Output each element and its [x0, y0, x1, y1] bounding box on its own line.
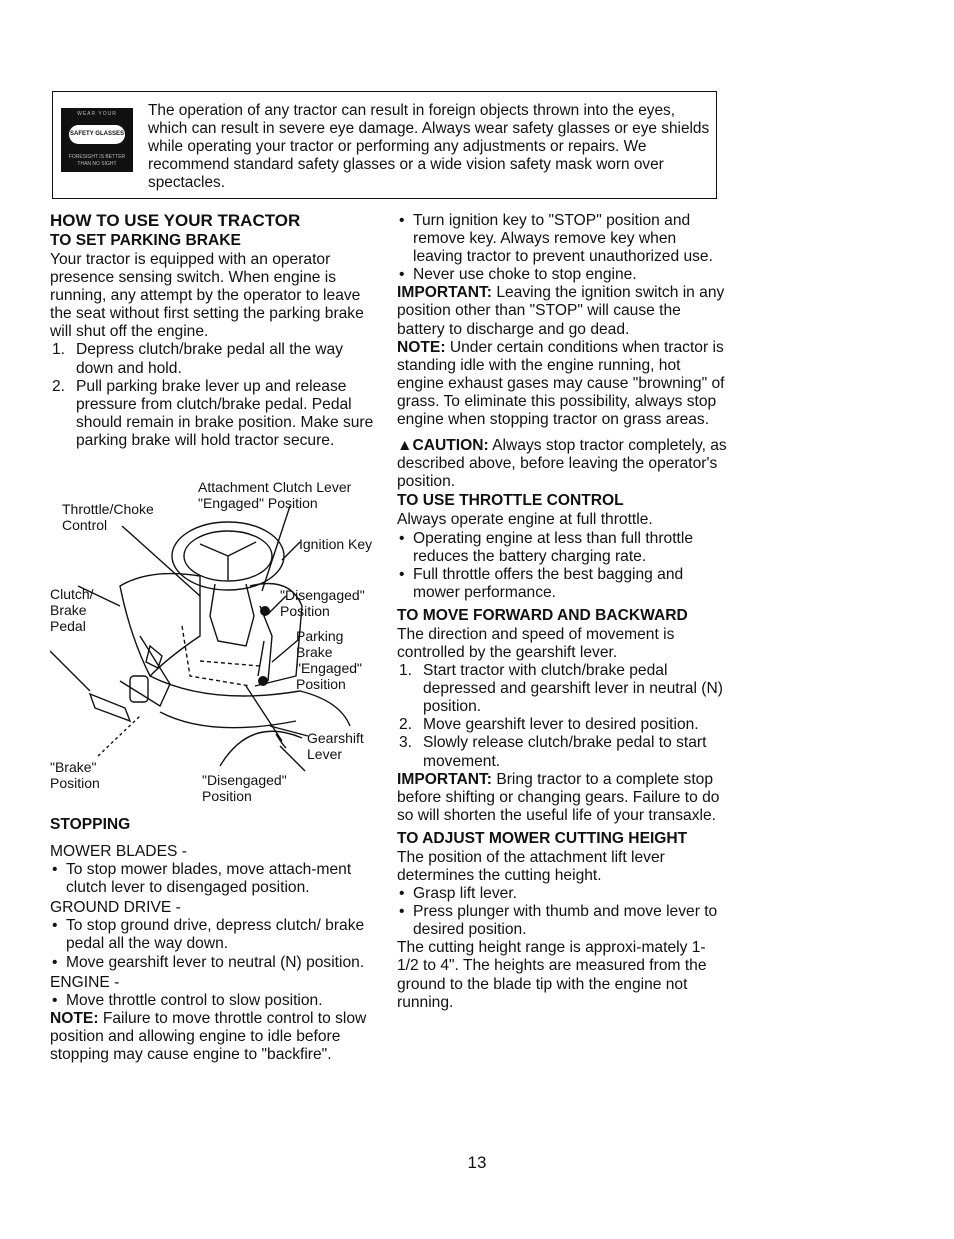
step-text: Pull parking brake lever up and release pressure from clutch/brake pedal. Pedal should remain in brake position. Make sure parking brake will hold tractor secure.: [76, 377, 374, 449]
important-label: IMPORTANT:: [397, 770, 492, 788]
brake-handle: [90, 694, 130, 721]
label-clutch-brake: Clutch/ Brake Pedal: [50, 586, 94, 634]
parking-step: [50, 378, 380, 450]
move-intro: The direction and speed of movement is controlled by the gearshift lever.: [397, 625, 675, 661]
label-gearshift: Gearshift Lever: [307, 730, 364, 762]
bullet-text: Operating engine at less than full throttle reduces the battery charging rate.: [413, 529, 693, 565]
leader-pedal: [50, 651, 90, 691]
bullet-text: Never use choke to stop engine.: [413, 266, 637, 284]
icon-top-text: WEAR YOUR: [77, 111, 117, 117]
step-text: Slowly release clutch/brake pedal to start movement.: [423, 734, 707, 770]
caution: [397, 437, 727, 491]
warning-text: The operation of any tractor can result in foreign objects thrown into the eyes, which can result in severe eye damage. Always wear safety glasses or eye shields while operating your tractor or performing any adjustments or repairs. We recommend standard safety glasses or a wide vision safety mask worn over spectacles.: [148, 102, 710, 191]
icon-bottom-line-1: FORESIGHT IS BETTER: [68, 154, 126, 160]
step-number: 1.: [52, 341, 66, 359]
clutch-pedal: [120, 636, 170, 706]
move-step: [397, 734, 727, 770]
bullet-item: • Turn ignition key to "STOP" position and remove key. Always remove key when leaving tractor to prevent unauthorized use.: [399, 212, 713, 266]
bullet-text: Move gearshift lever to neutral (N) position.: [66, 953, 365, 971]
lever-knob: [260, 606, 270, 616]
label-brake-position: "Brake" Position: [50, 759, 100, 791]
caution-text: Always stop tractor completely, as described above, before leaving the operator's position.: [397, 437, 727, 491]
note-text: Under certain conditions when tractor is standing idle with the engine running, hot engine exhaust gases may cause "browning" of grass. To eliminate this possibility, always stop engine when stopping tractor on grass areas.: [397, 338, 725, 429]
icon-label: SAFETY GLASSES: [70, 131, 124, 137]
leader-disengaged2: [280, 746, 305, 771]
bullet-item: • Never use choke to stop engine.: [399, 266, 637, 284]
note-text: Failure to move throttle control to slow position and allowing engine to idle before stopping may cause engine to "backfire".: [50, 1009, 367, 1064]
move-step: [397, 716, 727, 734]
bullet-item: • Move throttle control to slow position.: [52, 991, 323, 1009]
important-ignition: [397, 284, 727, 338]
caution-label: CAUTION:: [412, 437, 489, 455]
cutting-heading: TO ADJUST MOWER CUTTING HEIGHT: [397, 829, 688, 847]
bullet-text: Full throttle offers the best bagging and mower performance.: [413, 565, 684, 601]
bullet-item: • Grasp lift lever.: [399, 885, 517, 903]
step-number: 1.: [399, 662, 413, 680]
cutting-intro: The position of the attachment lift lever determines the cutting height.: [397, 848, 665, 884]
gearshift-arc: [220, 731, 302, 766]
parking-step: [50, 341, 380, 377]
bullet-text: Move throttle control to slow position.: [66, 991, 323, 1009]
bullet-text: Press plunger with thumb and move lever to desired position.: [413, 903, 718, 939]
left-column-top: [50, 211, 380, 450]
bullet-item: • Move gearshift lever to neutral (N) position.: [52, 953, 365, 971]
bullet-text: To stop ground drive, depress clutch/ brake pedal all the way down.: [66, 917, 365, 953]
stopping-heading: STOPPING: [50, 816, 131, 833]
label-attachment-lever: Attachment Clutch Lever "Engaged" Position: [198, 479, 352, 511]
hidden-line-2: [200, 661, 260, 666]
parking-heading: TO SET PARKING BRAKE: [50, 232, 241, 249]
label-disengaged-2: "Disengaged" Position: [202, 772, 287, 804]
caution-icon: ▲: [397, 437, 413, 455]
controls-figure: [50, 476, 390, 806]
leader-throttle: [122, 526, 200, 596]
leader-ignition: [282, 542, 300, 560]
engine-label: ENGINE -: [50, 973, 120, 991]
bullet-item: • To stop ground drive, depress clutch/ brake pedal all the way down.: [52, 917, 365, 953]
parking-intro: Your tractor is equipped with an operator presence sensing switch. When engine is running, any attempt by the operator to leave the seat without first setting the parking brake will shut off the engine.: [50, 251, 364, 341]
move-heading: TO MOVE FORWARD AND BACKWARD: [397, 606, 688, 624]
section-title: HOW TO USE YOUR TRACTOR: [50, 211, 301, 230]
step-text: Start tractor with clutch/brake pedal depressed and gearshift lever in neutral (N) position.: [423, 662, 723, 716]
bullet-item: • To stop mower blades, move attach-ment clutch lever to disengaged position.: [52, 861, 352, 897]
bullet-text: To stop mower blades, move attach-ment clutch lever to disengaged position.: [66, 861, 352, 897]
warning-box: [52, 91, 717, 199]
throttle-heading: TO USE THROTTLE CONTROL: [397, 492, 624, 510]
icon-bottom-text: [61, 154, 133, 168]
note-label: NOTE:: [397, 338, 446, 356]
step-number: 2.: [399, 716, 413, 734]
bullet-text: Grasp lift lever.: [413, 885, 517, 903]
important-text: Leaving the ignition switch in any position other than "STOP" will cause the battery to discharge and go dead.: [397, 284, 725, 338]
parking-lever: [258, 606, 272, 681]
step-text: Depress clutch/brake pedal all the way down and hold.: [76, 341, 343, 377]
leader-parking: [272, 640, 298, 662]
step-number: 3.: [399, 734, 413, 752]
steering-spokes: [200, 542, 256, 580]
important-text: Bring tractor to a complete stop before shifting or changing gears. Failure to do so will shorten the useful life of your transaxle.: [397, 770, 720, 824]
throttle-intro: Always operate engine at full throttle.: [397, 511, 653, 529]
label-disengaged-1: "Disengaged" Position: [280, 587, 365, 619]
bullet-item: • Full throttle offers the best bagging and mower performance.: [399, 565, 684, 601]
step-number: 2.: [52, 377, 66, 395]
left-column-bottom: [50, 815, 380, 1064]
parking-knob: [258, 676, 268, 686]
label-ignition: Ignition Key: [299, 536, 373, 552]
important-shifting: [397, 771, 727, 825]
label-throttle: Throttle/Choke Control: [62, 501, 154, 533]
right-column: [397, 212, 727, 1012]
cutting-outro: The cutting height range is approxi-mately 1-1/2 to 4". The heights are measured from the ground to the blade tip with the engine not running.: [397, 939, 707, 1011]
step-text: Move gearshift lever to desired position.: [423, 716, 699, 734]
bullet-text: Turn ignition key to "STOP" position and remove key. Always remove key when leaving tractor to prevent unauthorized use.: [413, 212, 713, 266]
safety-glasses-icon: [61, 108, 133, 172]
note-browning: [397, 339, 727, 429]
important-label: IMPORTANT:: [397, 284, 492, 302]
stopping-note: [50, 1010, 380, 1064]
steering-column: [210, 584, 254, 646]
leader-brake-pos: [98, 716, 140, 756]
leader-attach: [262, 506, 290, 591]
page-number: 13: [467, 1153, 487, 1172]
ground-label: GROUND DRIVE -: [50, 899, 181, 917]
icon-bottom-line-2: THAN NO SIGHT: [77, 161, 117, 167]
blades-label: MOWER BLADES -: [50, 843, 187, 860]
glasses-shape: [69, 125, 125, 144]
bullet-item: • Operating engine at less than full throttle reduces the battery charging rate.: [399, 529, 693, 565]
footrest: [160, 712, 296, 728]
note-label: NOTE:: [50, 1009, 99, 1027]
move-step: [397, 662, 727, 716]
bullet-item: • Press plunger with thumb and move lever to desired position.: [399, 903, 718, 939]
label-parking-brake: Parking Brake "Engaged" Position: [296, 628, 362, 692]
